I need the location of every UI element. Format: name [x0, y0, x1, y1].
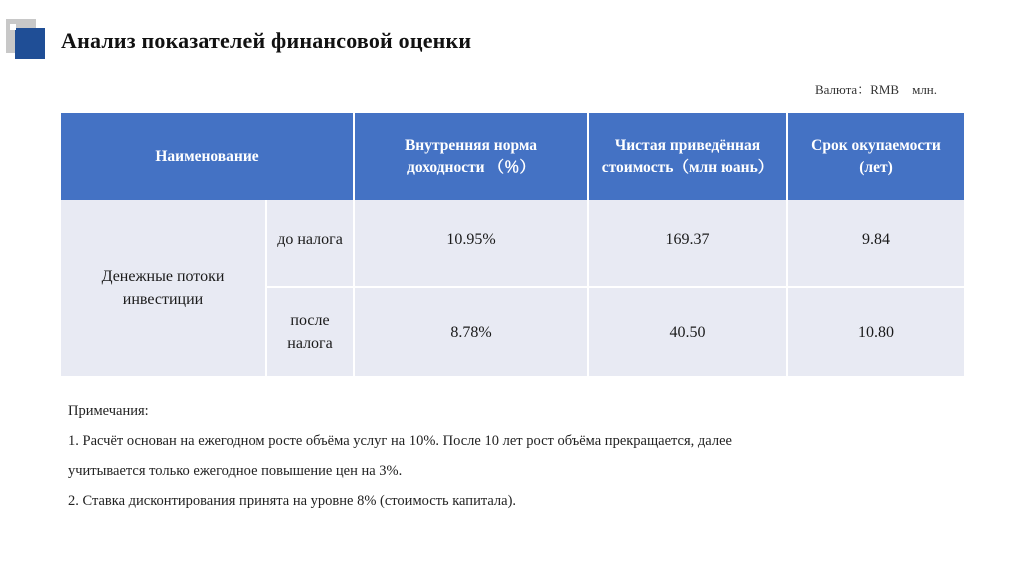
table-cell-irr-after-tax [355, 288, 589, 376]
table-cell-payback-before-tax-text: 9.84 [862, 230, 890, 248]
column-header-npv-text: Чистая приведённая стоимость（млн юань） [601, 136, 774, 176]
table-cell-npv-after-tax [589, 288, 788, 376]
table-cell-payback-after-tax-text: 10.80 [858, 323, 894, 341]
notes-section [68, 396, 732, 516]
note-line-3: 2. Ставка дисконтирования принята на уровне 8% (стоимость капитала). [68, 493, 517, 509]
column-header-name [61, 113, 355, 200]
row-label-before-tax [267, 200, 355, 288]
table-cell-npv-before-tax [589, 200, 788, 288]
financial-indicators-table [61, 113, 964, 376]
currency-note: Валюта：RMB млн. [815, 82, 938, 97]
column-header-name-text: Наименование [155, 147, 259, 165]
table-cell-irr-before-tax [355, 200, 589, 288]
note-line-2: учитывается только ежегодное повышение цен на 3%. [68, 463, 403, 479]
table-cell-payback-after-tax [788, 288, 964, 376]
table-cell-irr-before-tax-text: 10.95% [446, 230, 496, 248]
note-line-1: 1. Расчёт основан на ежегодном росте объёма услуг на 10%. После 10 лет рост объёма прекращается, далее [68, 433, 732, 449]
column-header-irr [355, 113, 589, 200]
notes-heading: Примечания: [68, 403, 149, 419]
table-cell-npv-after-tax-text: 40.50 [669, 323, 706, 341]
table-cell-npv-before-tax-text: 169.37 [665, 230, 710, 248]
column-header-payback-text: Срок окупаемости (лет) [811, 136, 941, 176]
row-group-label [61, 200, 267, 376]
page-title: Анализ показателей финансовой оценки [61, 28, 472, 53]
column-header-payback [788, 113, 964, 200]
table-cell-payback-before-tax [788, 200, 964, 288]
row-label-before-tax-text: до налога [277, 230, 343, 248]
table-cell-irr-after-tax-text: 8.78% [450, 323, 492, 341]
column-header-npv [589, 113, 788, 200]
column-header-irr-text: Внутренняя норма доходности （％） [404, 136, 538, 176]
decorative-blue-square [15, 28, 45, 59]
row-label-after-tax [267, 288, 355, 376]
decorative-white-notch [10, 24, 16, 30]
row-group-label-text: Денежные потоки инвестиции [101, 268, 225, 308]
row-label-after-tax-text: после налога [287, 312, 333, 352]
